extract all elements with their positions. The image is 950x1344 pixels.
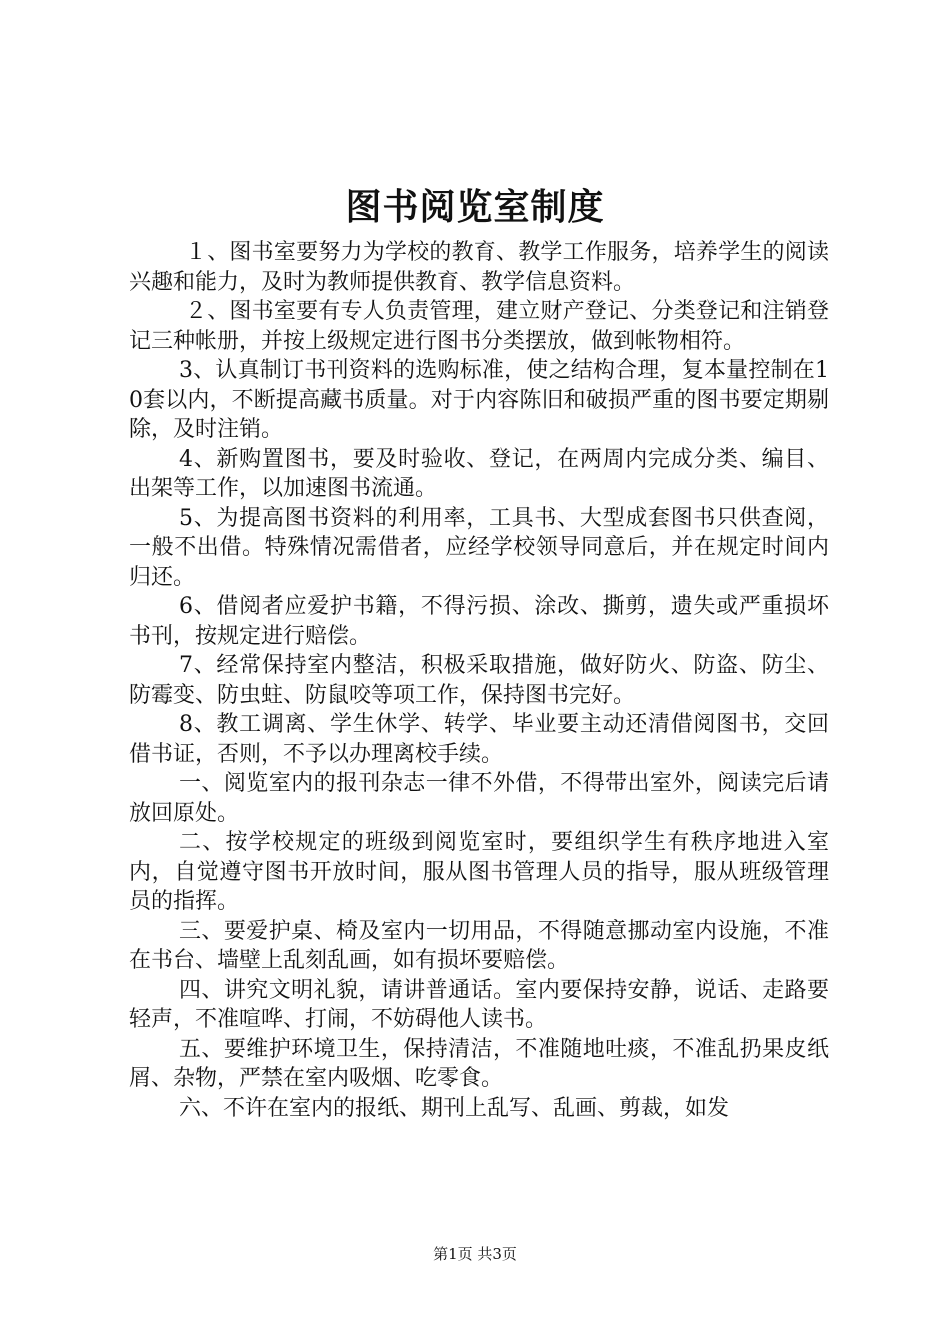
rule-paragraph-3: 3、认真制订书刊资料的选购标准，使之结构合理，复本量控制在10套以内，不断提高藏书质量。对于内容陈旧和破损严重的图书要定期剔除，及时注销。: [129, 358, 829, 442]
rule-paragraph-7: 7、经常保持室内整洁，积极采取措施，做好防火、防盗、防尘、防霉变、防虫蛀、防鼠咬等项工作，保持图书完好。: [129, 653, 829, 708]
rule-paragraph-1: １、图书室要努力为学校的教育、教学工作服务，培养学生的阅读兴趣和能力，及时为教师提供教育、教学信息资料。: [129, 240, 829, 295]
page-footer: 第1页 共3页: [433, 1245, 517, 1263]
rule-paragraph-8: 8、教工调离、学生休学、转学、毕业要主动还清借阅图书，交回借书证，否则，不予以办理离校手续。: [129, 712, 829, 767]
reading-room-rule-1: 一、阅览室内的报刊杂志一律不外借，不得带出室外，阅读完后请放回原处。: [129, 771, 829, 826]
reading-room-rule-2: 二、按学校规定的班级到阅览室时，要组织学生有秩序地进入室内，自觉遵守图书开放时间，服从图书管理人员的指导，服从班级管理员的指挥。: [129, 830, 829, 914]
reading-room-rule-4: 四、讲究文明礼貌，请讲普通话。室内要保持安静，说话、走路要轻声，不准喧哗、打闹，不妨碍他人读书。: [129, 977, 829, 1032]
rule-paragraph-4: 4、新购置图书，要及时验收、登记，在两周内完成分类、编目、出架等工作，以加速图书流通。: [129, 446, 829, 501]
reading-room-rule-6: 六、不许在室内的报纸、期刊上乱写、乱画、剪裁，如发: [179, 1095, 730, 1121]
reading-room-rule-5: 五、要维护环境卫生，保持清洁，不准随地吐痰，不准乱扔果皮纸屑、杂物，严禁在室内吸烟、吃零食。: [129, 1036, 829, 1091]
document-body: [129, 238, 829, 1123]
rule-paragraph-5: 5、为提高图书资料的利用率，工具书、大型成套图书只供查阅，一般不出借。特殊情况需借者，应经学校领导同意后，并在规定时间内归还。: [129, 505, 829, 590]
reading-room-rule-3: 三、要爱护桌、椅及室内一切用品，不得随意挪动室内设施，不准在书台、墙壁上乱刻乱画，如有损坏要赔偿。: [129, 918, 829, 973]
rule-paragraph-2: ２、图书室要有专人负责管理，建立财产登记、分类登记和注销登记三种帐册，并按上级规定进行图书分类摆放，做到帐物相符。: [129, 299, 829, 354]
rule-paragraph-6: 6、借阅者应爱护书籍，不得污损、涂改、撕剪，遗失或严重损坏书刊，按规定进行赔偿。: [129, 594, 829, 649]
document-title: 图书阅览室制度: [345, 186, 605, 228]
